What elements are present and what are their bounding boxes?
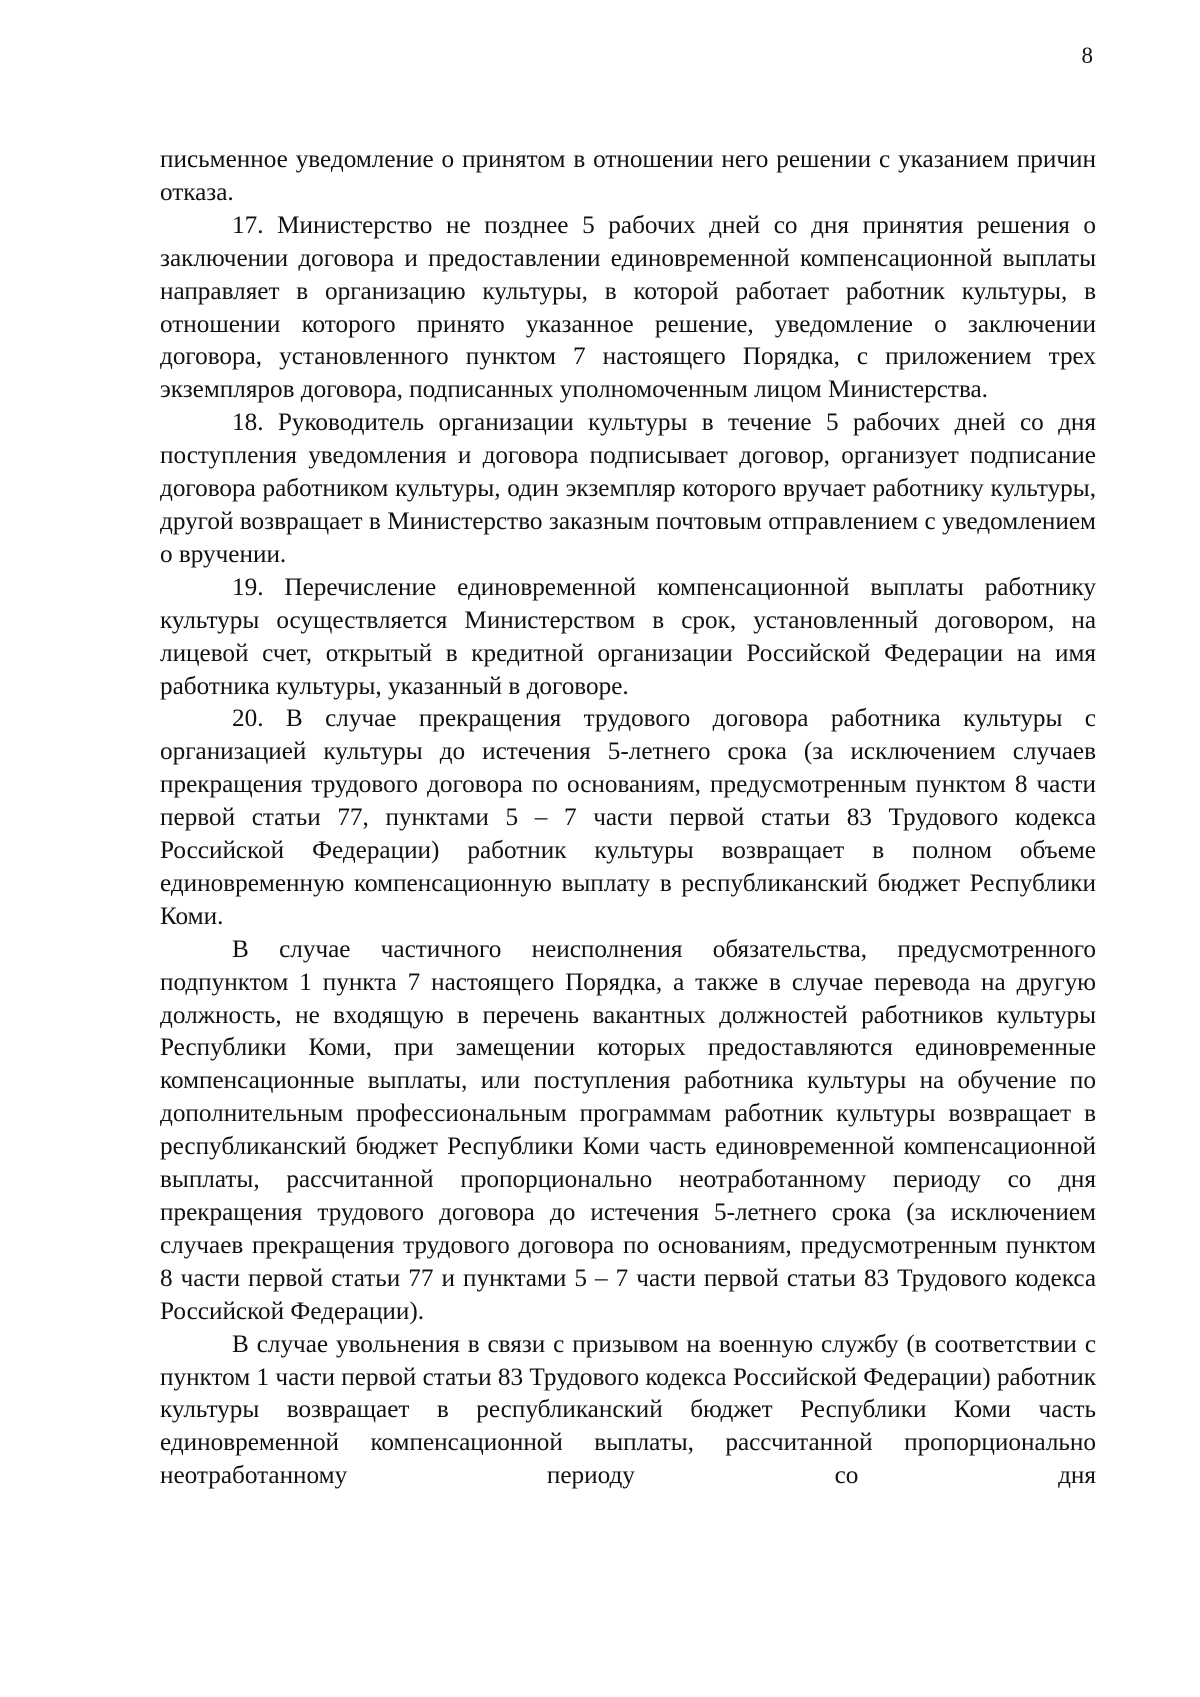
page-number: 8 [1081,43,1093,68]
document-body [160,144,1096,1493]
paragraph-continuation: письменное уведомление о принятом в отношении него решении с указанием причин отказа. [160,146,1096,206]
paragraph-17: 17. Министерство не позднее 5 рабочих дней со дня принятия решения о заключении договора и предоставлении единовременной компенсационной выплаты направляет в организацию культуры, в которой работает работник культуры, в отношении которого принято указанное решение, уведомление о заключении договора, установленного пунктом 7 настоящего Порядка, с приложением трех экземпляров договора, подписанных уполномоченным лицом Министерства. [160,211,1096,404]
paragraph-18: 18. Руководитель организации культуры в течение 5 рабочих дней со дня поступления уведомления и договора подписывает договор, организует подписание договора работником культуры, один экземпляр которого вручает работнику культуры, другой возвращает в Министерство заказным почтовым отправлением с уведомлением о вручении. [160,409,1096,568]
paragraph-19: 19. Перечисление единовременной компенсационной выплаты работнику культуры осуществляется Министерством в срок, установленный договором, на лицевой счет, открытый в кредитной организации Российской Федерации на имя работника культуры, указанный в договоре. [160,573,1096,700]
paragraph-partial-nonfulfillment: В случае частичного неисполнения обязательства, предусмотренного подпунктом 1 пункта 7 настоящего Порядка, а также в случае перевода на другую должность, не входящую в перечень вакантных должностей работников культуры Республики Коми, при замещении которых предоставляются единовременные компенсационные выплаты, или поступления работника культуры на обучение по дополнительным профессиональным программам работник культуры возвращает в республиканский бюджет Республики Коми часть единовременной компенсационной выплаты, рассчитанной пропорционально неотработанному периоду со дня прекращения трудового договора до истечения 5-летнего срока (за исключением случаев прекращения трудового договора по основаниям, предусмотренным пунктом 8 части первой статьи 77 и пунктами 5 – 7 части первой статьи 83 Трудового кодекса Российской Федерации). [160,935,1096,1325]
paragraph-20: 20. В случае прекращения трудового договора работника культуры с организацией культуры до истечения 5-летнего срока (за исключением случаев прекращения трудового договора по основаниям, предусмотренным пунктом 8 части первой статьи 77, пунктами 5 – 7 части первой статьи 83 Трудового кодекса Российской Федерации) работник культуры возвращает в полном объеме единовременную компенсационную выплату в республиканский бюджет Республики Коми. [160,705,1096,930]
paragraph-military-dismissal: В случае увольнения в связи с призывом на военную службу (в соответствии с пунктом 1 части первой статьи 83 Трудового кодекса Российской Федерации) работник культуры возвращает в республиканский бюджет Республики Коми часть единовременной компенсационной выплаты, рассчитанной пропорционально неотработанному периоду со дня [160,1330,1096,1490]
